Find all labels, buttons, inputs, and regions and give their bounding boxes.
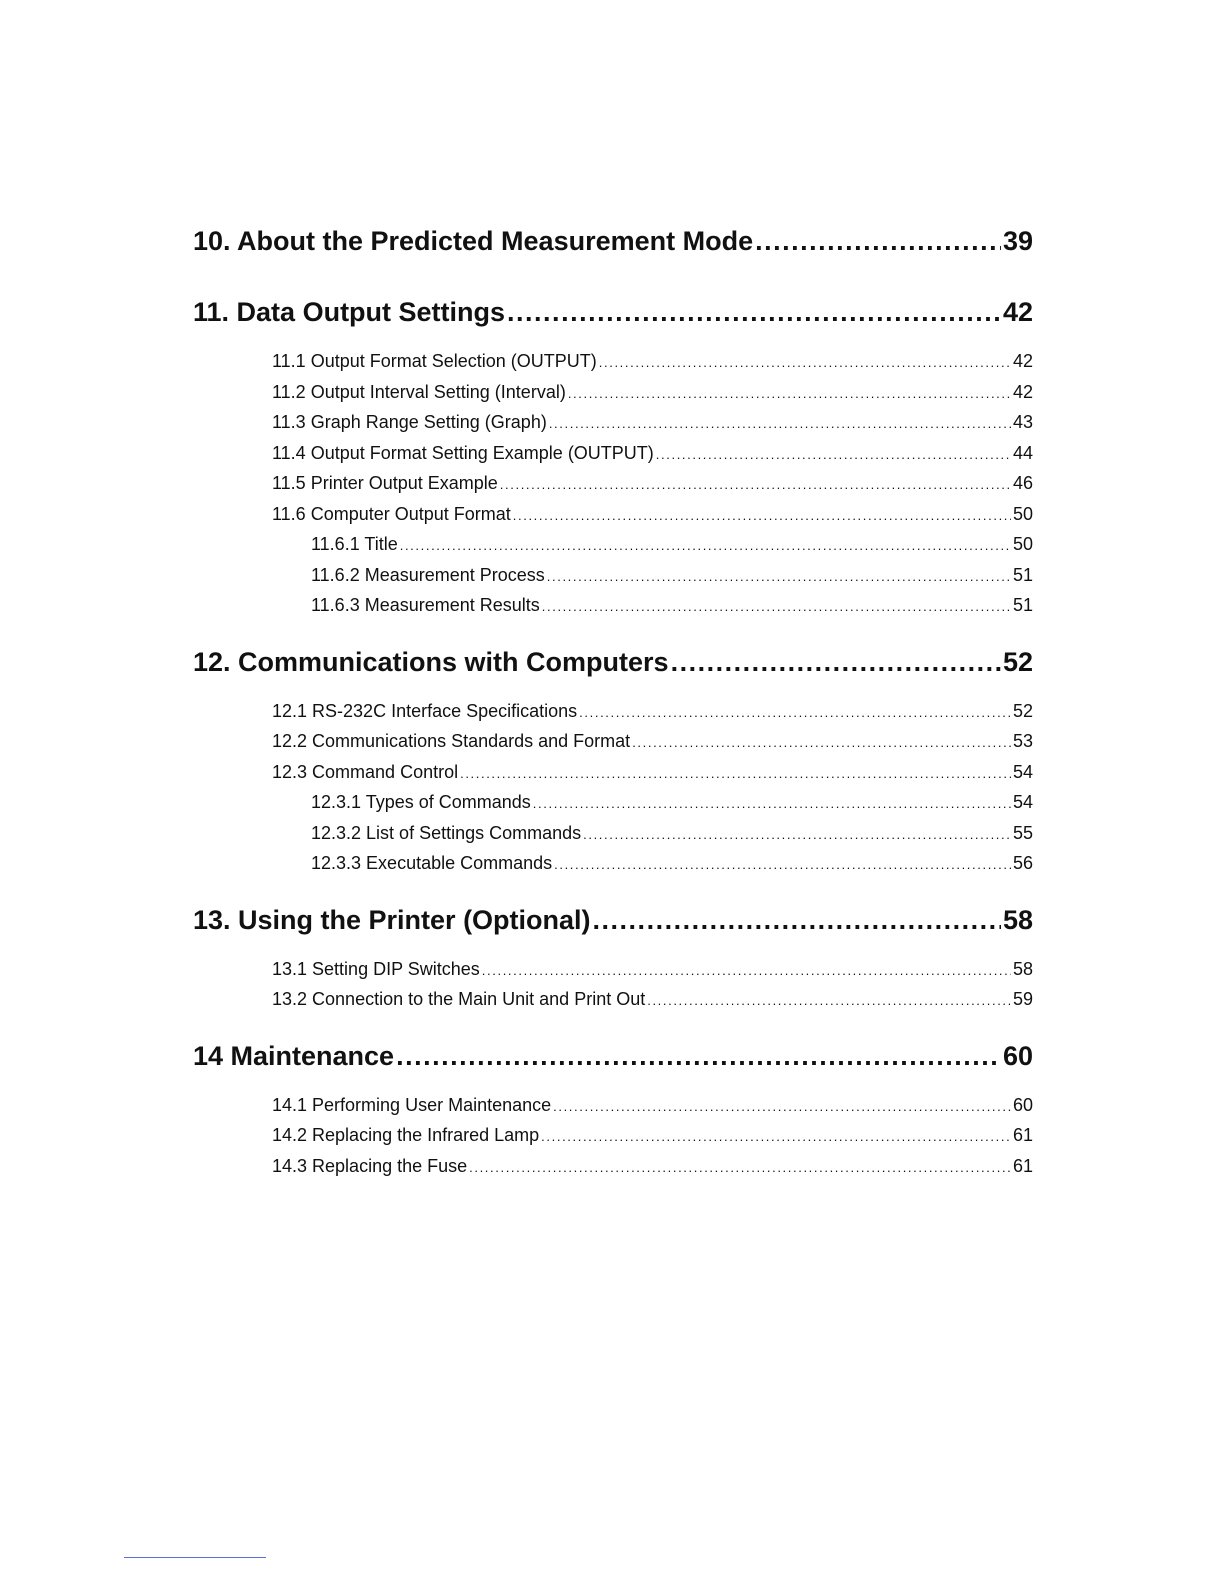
toc-section-entry[interactable]: [193, 1090, 1033, 1121]
toc-section-entry[interactable]: [193, 1151, 1033, 1182]
toc-section-entry[interactable]: [193, 377, 1033, 408]
toc-subsection-entry[interactable]: [193, 529, 1033, 560]
toc-section-entry[interactable]: [193, 1120, 1033, 1151]
subsection-title: 12.3.1 Types of Commands: [311, 792, 531, 812]
chapter-page-number: 60: [1002, 1040, 1033, 1071]
subsection-page-number: 51: [1012, 564, 1033, 585]
chapter-page-number: 52: [1002, 646, 1033, 677]
section-title: 12.2 Communications Standards and Format: [272, 731, 631, 751]
toc-chapter-heading[interactable]: [193, 297, 1033, 342]
section-page-number: 53: [1012, 731, 1033, 751]
dot-leader: [583, 820, 1011, 851]
chapter-title: 12. Communications with Computers: [193, 646, 669, 677]
section-title: 11.3 Graph Range Setting (Graph): [272, 412, 547, 432]
section-page-number: 58: [1012, 958, 1033, 979]
subsection-page-number: 50: [1012, 534, 1033, 554]
section-page-number: 54: [1012, 761, 1033, 782]
section-page-number: 60: [1012, 1094, 1033, 1115]
toc-subsection-entry[interactable]: [193, 590, 1033, 621]
toc-chapter-heading[interactable]: [193, 647, 1033, 692]
dot-leader: [482, 956, 1011, 987]
section-page-number: 43: [1012, 412, 1033, 432]
dot-leader: [656, 440, 1011, 471]
section-page-number: 59: [1012, 989, 1033, 1009]
section-page-number: 61: [1012, 1125, 1033, 1145]
section-page-number: 46: [1012, 473, 1033, 493]
toc-section-entry[interactable]: [193, 984, 1033, 1015]
dot-leader: [547, 562, 1011, 593]
toc-chapter-12: [193, 647, 1033, 879]
dot-leader: [554, 850, 1011, 881]
chapter-page-number: 58: [1002, 904, 1033, 935]
subsection-page-number: 56: [1012, 853, 1033, 873]
section-page-number: 52: [1012, 700, 1033, 721]
toc-section-entry[interactable]: [193, 696, 1033, 727]
chapter-page-number: 39: [1002, 226, 1033, 256]
chapter-title: 11. Data Output Settings: [193, 297, 506, 327]
toc-section-entry[interactable]: [193, 757, 1033, 788]
toc-section-entry[interactable]: [193, 726, 1033, 757]
section-title: 11.6 Computer Output Format: [272, 503, 511, 524]
toc-section-entry[interactable]: [193, 407, 1033, 438]
toc-subsection-entry[interactable]: [193, 848, 1033, 879]
dot-leader: [755, 226, 1001, 257]
dot-leader: [549, 409, 1011, 440]
dot-leader: [469, 1153, 1011, 1184]
subsection-title: 11.6.1 Title: [311, 534, 398, 554]
dot-leader: [400, 531, 1011, 562]
dot-leader: [460, 759, 1011, 790]
toc-chapter-13: [193, 905, 1033, 1015]
dot-leader: [542, 592, 1011, 623]
dot-leader: [541, 1122, 1011, 1153]
section-title: 12.1 RS-232C Interface Specifications: [272, 700, 578, 721]
dot-leader: [533, 789, 1011, 820]
toc-section-entry[interactable]: [193, 438, 1033, 469]
toc-section-entry[interactable]: [193, 499, 1033, 530]
dot-leader: [647, 986, 1011, 1017]
toc-chapter-11: [193, 297, 1033, 621]
dot-leader: [396, 1041, 1001, 1072]
toc-chapter-10: [193, 226, 1033, 271]
dot-leader: [553, 1092, 1011, 1123]
chapter-title: 13. Using the Printer (Optional): [193, 904, 591, 935]
subsection-title: 12.3.3 Executable Commands: [311, 853, 553, 873]
section-title: 13.2 Connection to the Main Unit and Print Out: [272, 989, 646, 1009]
subsection-title: 11.6.2 Measurement Process: [311, 564, 545, 585]
section-title: 11.5 Printer Output Example: [272, 473, 498, 493]
subsection-title: 12.3.2 List of Settings Commands: [311, 822, 582, 843]
section-title: 11.4 Output Format Setting Example (OUTPUT): [272, 442, 654, 463]
section-title: 14.3 Replacing the Fuse: [272, 1155, 468, 1176]
chapter-title: 10. About the Predicted Measurement Mode: [193, 226, 754, 256]
toc-chapter-heading[interactable]: [193, 226, 1033, 271]
section-title: 11.1 Output Format Selection (OUTPUT): [272, 351, 597, 371]
dot-leader: [500, 470, 1011, 501]
dot-leader: [593, 905, 1001, 936]
section-title: 11.2 Output Interval Setting (Interval): [272, 381, 566, 402]
dot-leader: [599, 348, 1011, 379]
dot-leader: [507, 297, 1001, 328]
subsection-page-number: 51: [1012, 595, 1033, 615]
toc-chapter-14: [193, 1041, 1033, 1182]
toc-section-entry[interactable]: [193, 954, 1033, 985]
section-page-number: 61: [1012, 1155, 1033, 1176]
toc-subsection-entry[interactable]: [193, 787, 1033, 818]
toc-subsection-entry[interactable]: [193, 818, 1033, 849]
subsection-page-number: 55: [1012, 822, 1033, 843]
section-page-number: 50: [1012, 503, 1033, 524]
subsection-title: 11.6.3 Measurement Results: [311, 595, 540, 615]
table-of-contents: [193, 226, 1033, 1207]
toc-subsection-entry[interactable]: [193, 560, 1033, 591]
section-title: 14.2 Replacing the Infrared Lamp: [272, 1125, 540, 1145]
toc-chapter-heading[interactable]: [193, 1041, 1033, 1086]
dot-leader: [579, 698, 1011, 729]
chapter-title: 14 Maintenance: [193, 1040, 395, 1071]
section-page-number: 44: [1012, 442, 1033, 463]
toc-section-entry[interactable]: [193, 468, 1033, 499]
dot-leader: [632, 728, 1011, 759]
toc-section-entry[interactable]: [193, 346, 1033, 377]
section-title: 13.1 Setting DIP Switches: [272, 958, 480, 979]
section-page-number: 42: [1012, 351, 1033, 371]
subsection-page-number: 54: [1012, 792, 1033, 812]
section-title: 12.3 Command Control: [272, 761, 459, 782]
section-title: 14.1 Performing User Maintenance: [272, 1094, 552, 1115]
dot-leader: [513, 501, 1011, 532]
dot-leader: [568, 379, 1011, 410]
dot-leader: [671, 647, 1001, 678]
toc-chapter-heading[interactable]: [193, 905, 1033, 950]
section-page-number: 42: [1012, 381, 1033, 402]
chapter-page-number: 42: [1002, 297, 1033, 327]
footer-rule: [124, 1557, 266, 1558]
